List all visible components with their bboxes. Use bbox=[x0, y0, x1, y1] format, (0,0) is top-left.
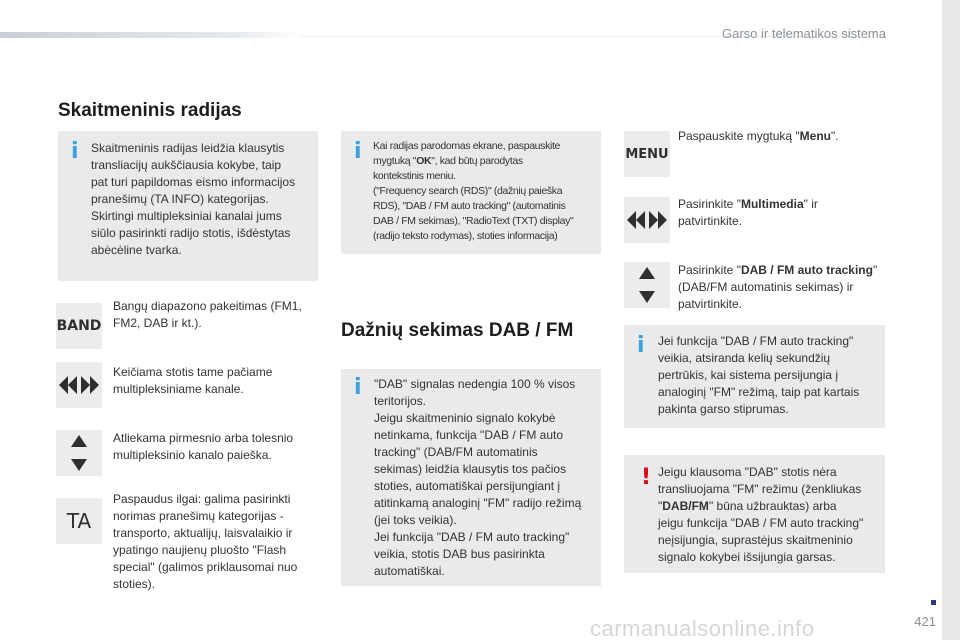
up-down-arrows-icon bbox=[624, 262, 670, 308]
info-icon: i bbox=[354, 375, 362, 400]
menu-instruction: Paspauskite mygtuką "Menu". bbox=[678, 129, 839, 143]
up-down-icon bbox=[71, 435, 87, 471]
info-box-auto-tracking bbox=[624, 325, 885, 428]
info-icon: i bbox=[71, 139, 79, 164]
multimedia-instruction: Pasirinkite "Multimedia" ir patvirtinkite. bbox=[678, 197, 818, 228]
menu-label: MENU bbox=[625, 146, 669, 162]
seek-description: Keičiama stotis tame pačiame multipleksiniame kanale. bbox=[113, 365, 273, 396]
section-title: Dažnių sekimas DAB / FM bbox=[341, 320, 574, 341]
auto-tracking-instruction: Pasirinkite "DAB / FM auto tracking" (DAB/FM automatinis sekimas) ir patvirtinkite. bbox=[678, 263, 878, 311]
band-description: Bangų diapazono pakeitimas (FM1, FM2, DAB ir kt.). bbox=[113, 299, 302, 330]
info-box-digital-radio bbox=[58, 131, 318, 281]
band-button-icon bbox=[56, 303, 102, 349]
double-arrow-icon bbox=[627, 211, 667, 229]
page-title: Skaitmeninis radijas bbox=[58, 100, 242, 121]
up-down-arrows-icon bbox=[56, 430, 102, 476]
page-number: 421 bbox=[914, 614, 936, 629]
page-marker bbox=[931, 600, 936, 605]
up-down-icon bbox=[639, 267, 655, 303]
menu-button-icon bbox=[624, 131, 670, 177]
warning-icon: ! bbox=[641, 465, 652, 490]
info-text: Jei funkcija "DAB / FM auto tracking" veikia, atsiranda kelių sekundžių pertrūkis, kai sistema persijungia į analoginį "FM" režimą, taip pat kartais pakinta garso stiprumas. bbox=[658, 334, 860, 416]
double-arrow-icon bbox=[59, 376, 99, 394]
multiplex-search-description: Atliekama pirmesnio arba tolesnio multipleksinio kanalo paieška. bbox=[113, 431, 294, 462]
info-icon: i bbox=[637, 333, 645, 358]
info-box-dab-coverage bbox=[341, 369, 601, 586]
ta-button-icon bbox=[56, 498, 102, 544]
header-accent-bar bbox=[0, 32, 300, 38]
info-icon: i bbox=[354, 139, 362, 164]
info-text: Kai radijas parodomas ekrane, paspauskite mygtuką "OK", kad būtų parodytas kontekstinis meniu. ("Frequency search (RDS)" (dažnių paieška RDS), "DAB / FM auto tracking" (automatinis DAB / FM sekimas), "RadioText (TXT) display" (radijo teksto rodymas), stoties informacija) bbox=[373, 140, 574, 242]
warning-box-signal-loss bbox=[624, 455, 885, 573]
info-text: "DAB" signalas nedengia 100 % visos teritorijos. Jeigu skaitmeninio signalo kokybė netinkama, funkcija "DAB / FM auto tracking" (DAB/FM automatinis sekimas) leidžia klausytis tos pačios stoties, automatiškai persijungiant į atitinkamą analoginį "FM" radijo režimą (jei toks veikia). Jei funkcija "DAB / FM auto tracking" veikia, stotis DAB bus pasirinkta automatiškai. bbox=[374, 377, 582, 578]
seek-arrows-icon bbox=[56, 362, 102, 408]
ta-description: Paspaudus ilgai: galima pasirinkti norimas pranešimų kategorijas - transporto, aktualijų, laisvalaikio ir ypatingo naujienų pluošto "Flash special" (galimos priklausomai nuo stoties). bbox=[113, 492, 298, 591]
band-label: BAND bbox=[56, 318, 102, 334]
info-box-context-menu bbox=[341, 131, 601, 254]
info-text: Skaitmeninis radijas leidžia klausytis transliacijų aukščiausia kokybe, taip pat turi papildomas eismo informacijos pranešimų (TA INFO) kategorijas. Skirtingi multipleksiniai kanalai jums siūlo pasirinkti radijo stotis, išdėstytas abėcėline tvarka. bbox=[91, 141, 296, 257]
ta-label: TA bbox=[66, 509, 92, 533]
seek-arrows-icon bbox=[624, 197, 670, 243]
ok-key-label: OK bbox=[416, 155, 432, 167]
warning-text: Jeigu klausoma "DAB" stotis nėra transliuojama "FM" režimu (ženkliukas "DAB/FM" būna užbrauktas) arba jeigu funkcija "DAB / FM auto tracking" neįsijungia, suprastėjus skaitmeninio signalo kokybei išsijungia garsas. bbox=[658, 465, 864, 564]
watermark: carmanualsonline.info bbox=[590, 616, 815, 641]
chapter-title: Garso ir telematikos sistema bbox=[722, 26, 886, 41]
page-edge-strip bbox=[942, 0, 960, 640]
